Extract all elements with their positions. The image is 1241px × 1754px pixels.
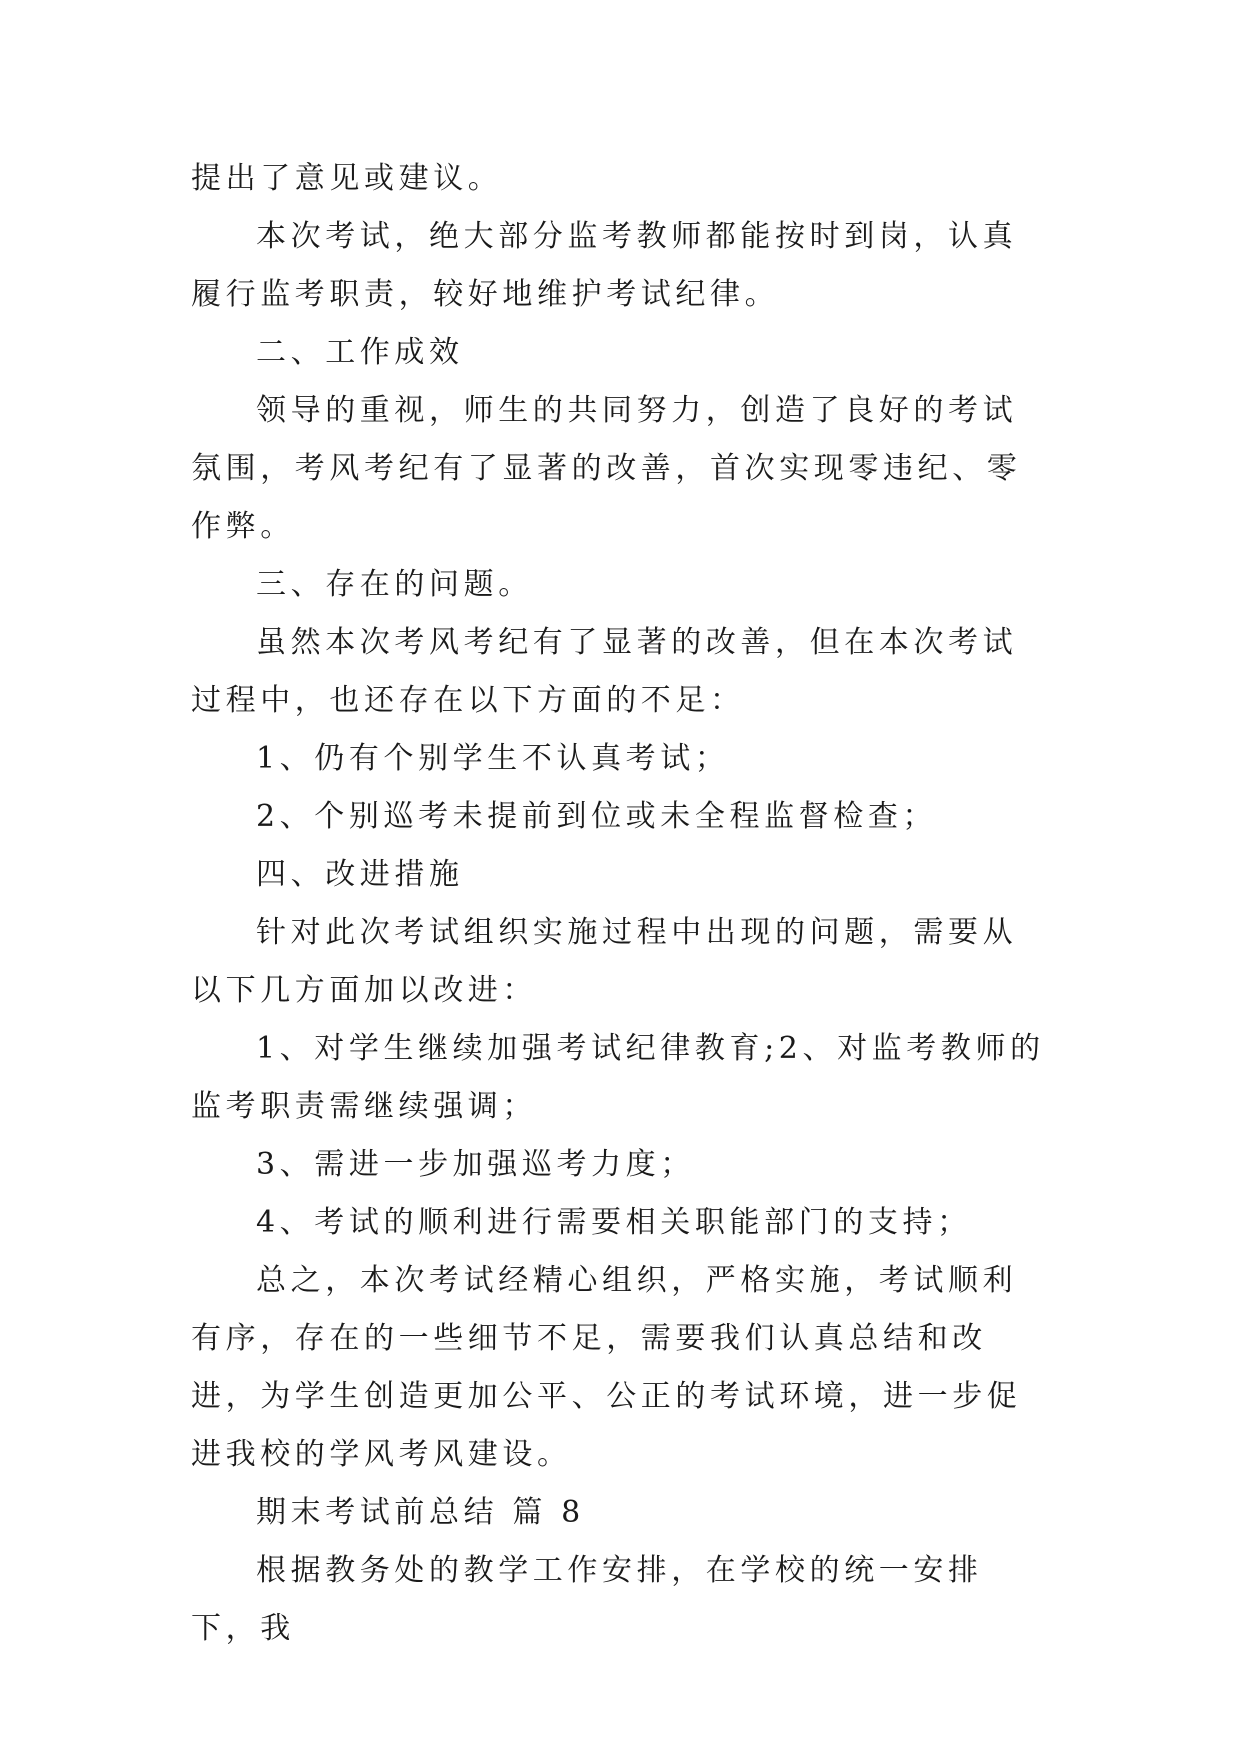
paragraph-proctoring: 本次考试，绝大部分监考教师都能按时到岗，认真履行监考职责，较好地维护考试纪律。 bbox=[191, 219, 1018, 312]
list-item-improvement-4: 4、考试的顺利进行需要相关职能部门的支持； bbox=[256, 1205, 972, 1240]
paragraph-improvements: 针对此次考试组织实施过程中出现的问题，需要从以下几方面加以改进： bbox=[191, 915, 1018, 1008]
section-title-part-8: 期末考试前总结 篇 8 bbox=[256, 1495, 585, 1530]
heading-improvements: 四、改进措施 bbox=[256, 857, 464, 892]
paragraph-part-8-intro: 根据教务处的教学工作安排，在学校的统一安排下，我 bbox=[191, 1553, 983, 1646]
paragraph-continuation: 提出了意见或建议。 bbox=[191, 161, 503, 196]
list-item-improvement-3: 3、需进一步加强巡考力度； bbox=[256, 1147, 695, 1182]
paragraph-results: 领导的重视，师生的共同努力，创造了良好的考试氛围，考风考纪有了显著的改善，首次实现零违纪、零作弊。 bbox=[191, 393, 1022, 544]
list-item-problem-2: 2、个别巡考未提前到位或未全程监督检查； bbox=[256, 799, 938, 834]
list-item-improvement-1-2: 1、对学生继续加强考试纪律教育;2、对监考教师的监考职责需继续强调； bbox=[191, 1031, 1045, 1124]
paragraph-conclusion: 总之，本次考试经精心组织，严格实施，考试顺利有序，存在的一些细节不足，需要我们认真总结和改进，为学生创造更加公平、公正的考试环境，进一步促进我校的学风考风建设。 bbox=[191, 1263, 1022, 1472]
heading-results: 二、工作成效 bbox=[256, 335, 464, 370]
paragraph-problems: 虽然本次考风考纪有了显著的改善，但在本次考试过程中，也还存在以下方面的不足： bbox=[191, 625, 1018, 718]
heading-problems: 三、存在的问题。 bbox=[256, 567, 533, 602]
list-item-problem-1: 1、仍有个别学生不认真考试； bbox=[256, 741, 730, 776]
document-body bbox=[191, 150, 1051, 1658]
